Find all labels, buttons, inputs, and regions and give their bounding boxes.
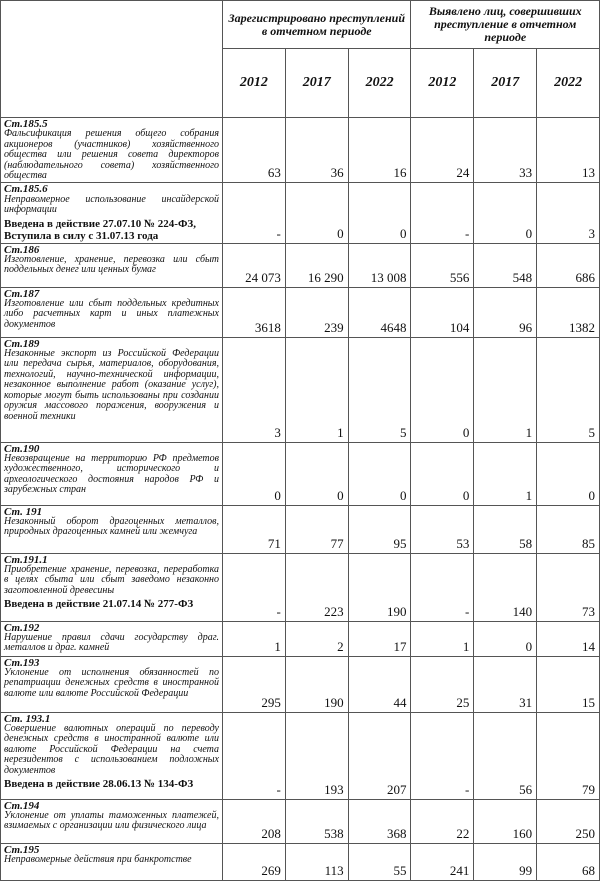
value-cell: 63 [223, 118, 286, 183]
value-cell: 1 [223, 621, 286, 656]
value-cell: 104 [411, 287, 474, 337]
article-note: Введена в действие 28.06.13 № 134-ФЗ [4, 778, 194, 791]
value-cell: 33 [474, 118, 537, 183]
table-row [1, 183, 600, 243]
table-row [1, 287, 600, 337]
value-cell: 95 [348, 505, 411, 553]
value-cell: 73 [537, 553, 600, 621]
article-description: Нарушение правил сдачи государству драг. металлов и драг. камней [4, 632, 219, 654]
value-cell: 0 [411, 442, 474, 505]
article-cell [1, 656, 223, 712]
header-group-row [1, 1, 600, 49]
article-number: Ст.185.5 [4, 118, 48, 130]
value-cell: 0 [348, 442, 411, 505]
article-description: Неправомерное использование инсайдерской информации [4, 193, 219, 216]
article-number: Ст.186 [4, 243, 40, 256]
value-cell: 548 [474, 243, 537, 287]
value-cell: 0 [348, 183, 411, 243]
article-description: Изготовление или сбыт поддельных кредитных либо расчетных карт и иных платежных документов [4, 298, 219, 330]
value-cell: - [223, 712, 286, 799]
value-cell: 25 [411, 656, 474, 712]
article-cell [1, 118, 223, 183]
article-cell [1, 243, 223, 287]
article-note: Введена в действие 27.07.10 № 224-ФЗ, Вступила в силу с 31.07.13 года [4, 217, 196, 242]
value-cell: - [223, 183, 286, 243]
value-cell: 55 [348, 843, 411, 880]
article-cell [1, 337, 223, 442]
article-description: Незаконные экспорт из Российской Федерации или передача сырья, материалов, оборудования, технологий, научно-технической информации, незаконное выполнение работ (оказание услуг), которые могут быть использованы при создании оружия массового поражения, вооружения и военной техники [4, 348, 219, 422]
article-description: Изготовление, хранение, перевозка или сбыт поддельных денег или ценных бумаг [4, 254, 219, 276]
value-cell: 250 [537, 799, 600, 843]
value-cell: 53 [411, 505, 474, 553]
article-description: Неправомерные действия при банкротстве [4, 854, 192, 866]
article-cell [1, 442, 223, 505]
table-row [1, 118, 600, 183]
article-cell [1, 712, 223, 799]
table-row [1, 843, 600, 880]
value-cell: 85 [537, 505, 600, 553]
year-header: 2012 [411, 49, 474, 118]
value-cell: 68 [537, 843, 600, 880]
table-row [1, 656, 600, 712]
article-number: Ст.192 [4, 621, 40, 634]
article-description: Незаконный оборот драгоценных металлов, природных драгоценных камней или жемчуга [4, 516, 219, 538]
article-description: Совершение валютных операций по переводу денежных средств в иностранной валюте или валюте Российской Федерации на счета нерезидентов с использованием подложных документов [4, 723, 219, 776]
value-cell: 1 [285, 337, 348, 442]
article-cell [1, 183, 223, 243]
article-number: Ст.187 [4, 287, 40, 300]
article-number: Ст. 191 [4, 505, 43, 518]
year-header: 2012 [223, 49, 286, 118]
value-cell: 269 [223, 843, 286, 880]
value-cell: 160 [474, 799, 537, 843]
value-cell: 79 [537, 712, 600, 799]
header-identified: Выявлено лиц, совершивших преступление в отчетном периоде [411, 1, 600, 49]
value-cell: 538 [285, 799, 348, 843]
value-cell: 239 [285, 287, 348, 337]
article-number: Ст.189 [4, 337, 40, 350]
year-header: 2017 [474, 49, 537, 118]
value-cell: 31 [474, 656, 537, 712]
value-cell: 0 [411, 337, 474, 442]
article-number: Ст.191.1 [4, 553, 48, 566]
value-cell: 193 [285, 712, 348, 799]
value-cell: - [411, 712, 474, 799]
article-description: Приобретение хранение, перевозка, переработка в целях сбыта или сбыт заведомо незаконно заготовленной древесины [4, 564, 219, 596]
article-description: Уклонение от исполнения обязанностей по репатриации денежных средств в иностранной валюте или валюте Российской Федерации [4, 667, 219, 699]
value-cell: 71 [223, 505, 286, 553]
value-cell: 77 [285, 505, 348, 553]
article-cell [1, 287, 223, 337]
table-row [1, 712, 600, 799]
value-cell: 2 [285, 621, 348, 656]
table-body [1, 118, 600, 881]
article-number: Ст.195 [4, 843, 40, 856]
value-cell: 36 [285, 118, 348, 183]
value-cell: 24 [411, 118, 474, 183]
article-note: Введена в действие 21.07.14 № 277-ФЗ [4, 598, 194, 611]
article-cell [1, 621, 223, 656]
value-cell: 140 [474, 553, 537, 621]
article-description: Невозвращение на территорию РФ предметов художественного, исторического и археологического достояния народов РФ и зарубежных стран [4, 453, 219, 496]
value-cell: 1382 [537, 287, 600, 337]
value-cell: 190 [285, 656, 348, 712]
value-cell: 686 [537, 243, 600, 287]
value-cell: 0 [285, 183, 348, 243]
value-cell: 44 [348, 656, 411, 712]
value-cell: 208 [223, 799, 286, 843]
year-header: 2017 [285, 49, 348, 118]
value-cell: 16 [348, 118, 411, 183]
table-row [1, 243, 600, 287]
value-cell: - [223, 553, 286, 621]
article-number: Ст.185.6 [4, 183, 48, 196]
value-cell: 4648 [348, 287, 411, 337]
value-cell: 58 [474, 505, 537, 553]
value-cell: 368 [348, 799, 411, 843]
value-cell: 295 [223, 656, 286, 712]
value-cell: 16 290 [285, 243, 348, 287]
value-cell: 56 [474, 712, 537, 799]
article-description: Уклонение от уплаты таможенных платежей, взимаемых с организации или физического лица [4, 810, 219, 832]
article-cell [1, 843, 223, 880]
article-number: Ст.194 [4, 799, 40, 812]
article-number: Ст.190 [4, 442, 40, 455]
table-row [1, 505, 600, 553]
value-cell: 0 [285, 442, 348, 505]
value-cell: 1 [474, 337, 537, 442]
value-cell: 190 [348, 553, 411, 621]
article-cell [1, 505, 223, 553]
value-cell: 17 [348, 621, 411, 656]
value-cell: 24 073 [223, 243, 286, 287]
value-cell: 0 [474, 621, 537, 656]
value-cell: 15 [537, 656, 600, 712]
header-empty-cell [1, 1, 223, 118]
value-cell: 96 [474, 287, 537, 337]
article-cell [1, 553, 223, 621]
value-cell: 13 [537, 118, 600, 183]
value-cell: 5 [537, 337, 600, 442]
value-cell: 5 [348, 337, 411, 442]
value-cell: 3 [223, 337, 286, 442]
article-cell [1, 799, 223, 843]
table-row [1, 553, 600, 621]
value-cell: 223 [285, 553, 348, 621]
value-cell: 99 [474, 843, 537, 880]
value-cell: 1 [474, 442, 537, 505]
value-cell: 22 [411, 799, 474, 843]
year-header: 2022 [537, 49, 600, 118]
value-cell: 113 [285, 843, 348, 880]
value-cell: 0 [223, 442, 286, 505]
value-cell: 0 [474, 183, 537, 243]
article-number: Ст.193 [4, 656, 40, 669]
table-row [1, 799, 600, 843]
table-row [1, 621, 600, 656]
value-cell: - [411, 553, 474, 621]
table-row [1, 337, 600, 442]
article-number: Ст. 193.1 [4, 712, 51, 725]
year-header: 2022 [348, 49, 411, 118]
table-row [1, 442, 600, 505]
value-cell: 3618 [223, 287, 286, 337]
value-cell: 3 [537, 183, 600, 243]
value-cell: 241 [411, 843, 474, 880]
value-cell: 1 [411, 621, 474, 656]
value-cell: 14 [537, 621, 600, 656]
value-cell: 207 [348, 712, 411, 799]
value-cell: 13 008 [348, 243, 411, 287]
value-cell: 556 [411, 243, 474, 287]
value-cell: 0 [537, 442, 600, 505]
value-cell: - [411, 183, 474, 243]
article-description: Фальсификация решения общего собрания акционеров (участников) хозяйственного общества или решения совета директоров (наблюдательного совета) хозяйственного общества [4, 128, 219, 182]
header-registered: Зарегистрировано преступлений в отчетном периоде [223, 1, 411, 49]
